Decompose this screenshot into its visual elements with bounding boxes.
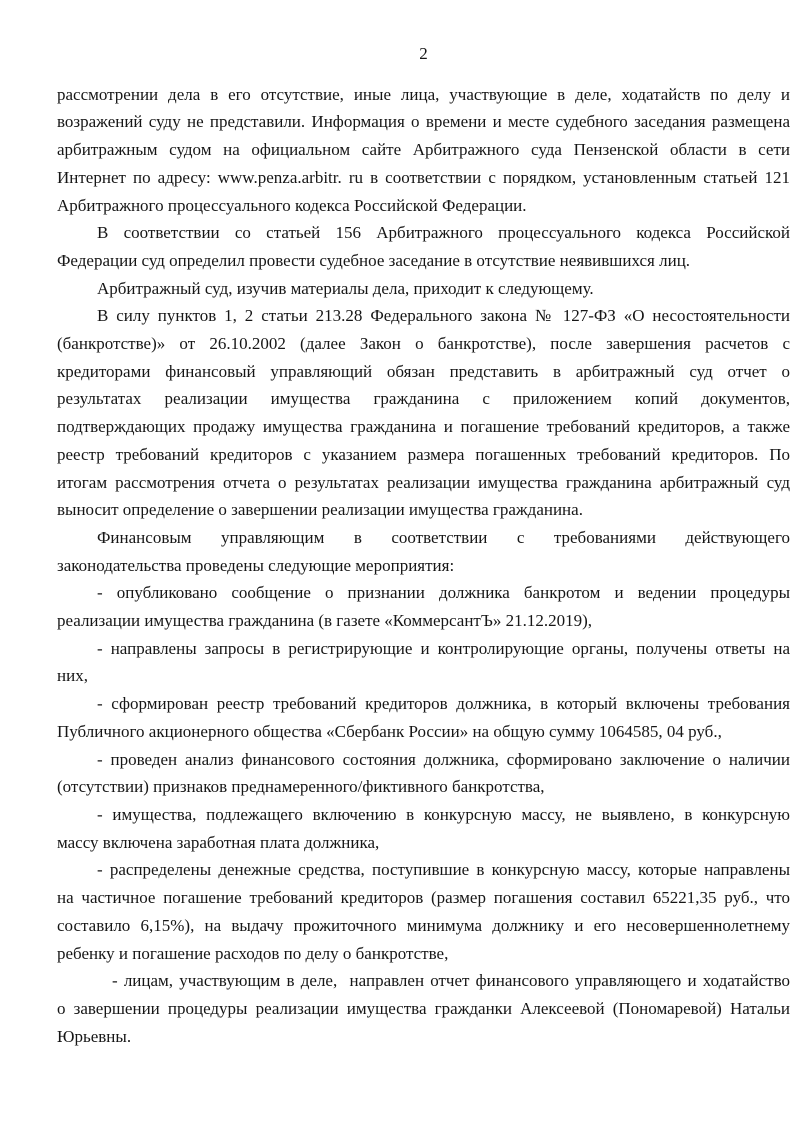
text-line: результатах реализации имущества гражданина с приложением копий документов, [57, 389, 790, 409]
text-line: реестр требований кредиторов с указанием размера погашенных требований кредиторов. По [57, 444, 790, 464]
text-line: ребенку и погашение расходов по делу о банкротстве, [57, 943, 449, 963]
text-line: составило 6,15%), на выдачу прожиточного минимума должнику и его несовершеннолетнему [57, 915, 790, 935]
text-line: Федерации суд определил провести судебное заседание в отсутствие неявившихся лиц. [57, 250, 691, 270]
text-line: о завершении процедуры реализации имущества гражданки Алексеевой (Пономаревой) Натальи [57, 998, 790, 1018]
paragraph [57, 302, 790, 524]
paragraph [57, 275, 790, 303]
text-line: них, [57, 666, 88, 686]
text-line: В силу пунктов 1, 2 статьи 213.28 Федерального закона № 127-ФЗ «О несостоятельности [97, 306, 790, 326]
text-line: Юрьевны. [57, 1026, 132, 1046]
text-line: Арбитражного процессуального кодекса Российской Федерации. [57, 195, 527, 215]
text-line: (банкротстве)» от 26.10.2002 (далее Закон о банкротстве), после завершения расчетов с [57, 334, 790, 354]
text-line: Арбитражный суд, изучив материалы дела, приходит к следующему. [97, 278, 594, 298]
paragraph [57, 801, 790, 856]
text-line: - имущества, подлежащего включению в конкурсную массу, не выявлено, в конкурсную [97, 804, 790, 824]
text-line: подтверждающих продажу имущества гражданина и погашение требований кредиторов, а также [57, 417, 790, 437]
text-line: - опубликовано сообщение о признании должника банкротом и ведении процедуры [97, 583, 790, 603]
text-line: законодательства проведены следующие мероприятия: [57, 555, 455, 575]
text-line: Публичного акционерного общества «Сбербанк России» на общую сумму 1064585, 04 руб., [57, 721, 722, 741]
paragraph [57, 524, 790, 579]
paragraph [57, 746, 790, 801]
text-line: В соответствии со статьей 156 Арбитражного процессуального кодекса Российской [97, 223, 790, 243]
text-line: Финансовым управляющим в соответствии с требованиями действующего [97, 527, 790, 547]
text-line: кредиторами финансовый управляющий обязан представить в арбитражный суд отчет о [57, 361, 790, 381]
paragraph [57, 856, 790, 967]
text-line: - распределены денежные средства, поступившие в конкурсную массу, которые направлены [97, 860, 790, 880]
text-line: массу включена заработная плата должника, [57, 832, 380, 852]
paragraph [57, 81, 790, 220]
paragraph [57, 579, 790, 634]
text-line: арбитражным судом на официальном сайте Арбитражного суда Пензенской области в сети [57, 140, 790, 160]
paragraph [57, 219, 790, 274]
paragraph [57, 635, 790, 690]
text-line: - лицам, участвующим в деле, направлен отчет финансового управляющего и ходатайство [112, 971, 790, 991]
text-line: (отсутствии) признаков преднамеренного/фиктивного банкротства, [57, 777, 545, 797]
text-line: возражений суду не представили. Информация о времени и месте судебного заседания размещена [57, 112, 790, 132]
text-line: реализации имущества гражданина (в газете «КоммерсантЪ» 21.12.2019), [57, 611, 593, 631]
page-number: 2 [419, 44, 428, 63]
text-line: итогам рассмотрения отчета о результатах реализации имущества гражданина арбитражный суд [57, 472, 790, 492]
paragraph [57, 967, 790, 1050]
text-line: - проведен анализ финансового состояния должника, сформировано заключение о наличии [97, 749, 790, 769]
text-line: - сформирован реестр требований кредиторов должника, в который включены требования [97, 694, 790, 714]
text-line: - направлены запросы в регистрирующие и контролирующие органы, получены ответы на [97, 638, 790, 658]
paragraph [57, 690, 790, 745]
text-line: Интернет по адресу: www.penza.arbitr. ru в соответствии с порядком, установленным статьей 121 [57, 167, 790, 187]
text-line: на частичное погашение требований кредиторов (размер погашения составил 65221,35 руб., что [57, 888, 790, 908]
text-line: рассмотрении дела в его отсутствие, иные лица, участвующие в деле, ходатайств по делу и [57, 84, 790, 104]
document-body [57, 81, 790, 1051]
text-line: выносит определение о завершении реализации имущества гражданина. [57, 500, 583, 520]
